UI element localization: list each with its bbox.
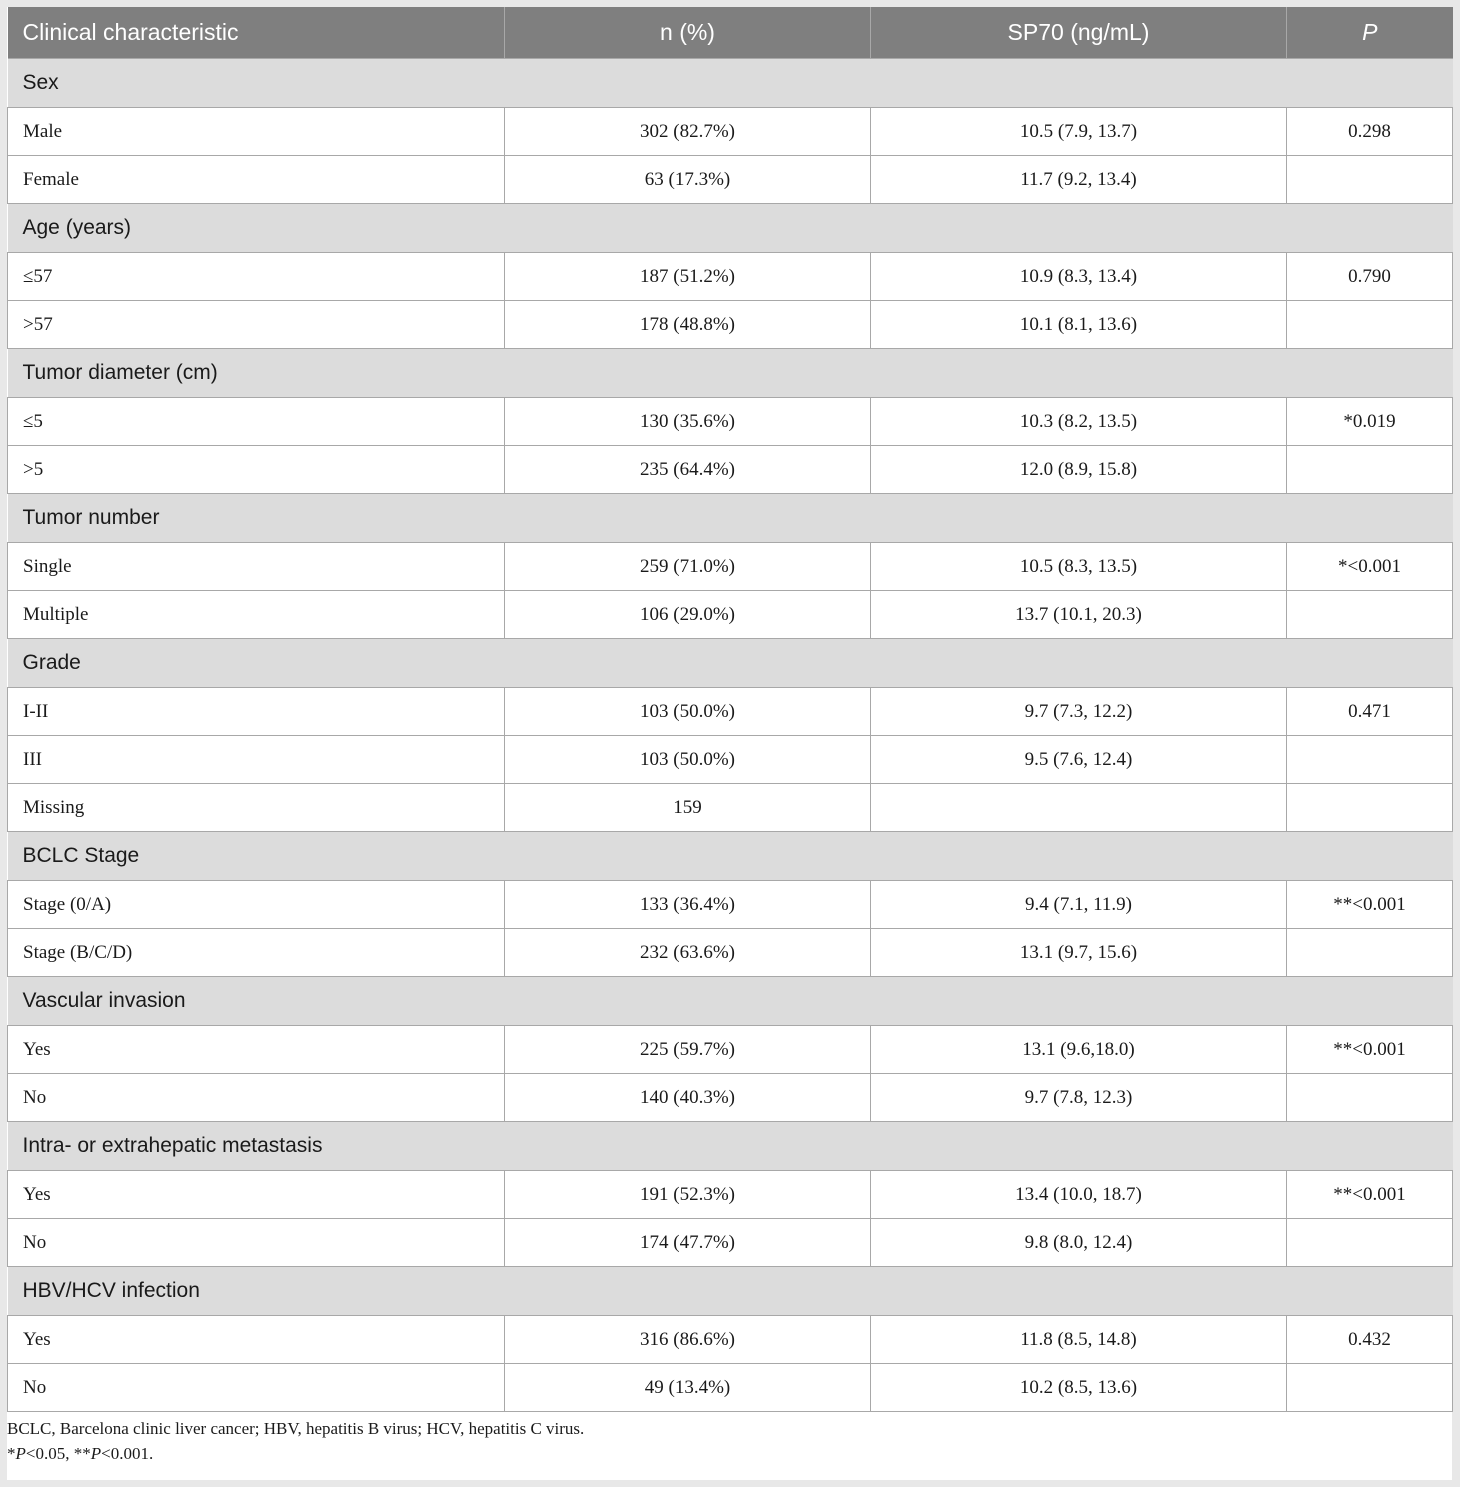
cell-p-value: 0.432 (1287, 1316, 1453, 1364)
table-row (8, 398, 1453, 446)
table-row (8, 253, 1453, 301)
table-row (8, 1364, 1453, 1412)
cell-sp70 (871, 784, 1287, 832)
row-label: Yes (8, 1026, 505, 1074)
table-footnote (7, 1412, 1452, 1466)
cell-sp70: 11.7 (9.2, 13.4) (871, 156, 1287, 204)
cell-sp70: 10.1 (8.1, 13.6) (871, 301, 1287, 349)
cell-sp70: 12.0 (8.9, 15.8) (871, 446, 1287, 494)
row-label: ≤5 (8, 398, 505, 446)
group-header-row (8, 977, 1453, 1026)
group-title: BCLC Stage (8, 832, 1453, 881)
group-title: Tumor number (8, 494, 1453, 543)
cell-n-percent: 235 (64.4%) (505, 446, 871, 494)
row-label: >57 (8, 301, 505, 349)
row-label: Yes (8, 1171, 505, 1219)
footnote-sig1-p: P (15, 1444, 26, 1463)
table-row (8, 156, 1453, 204)
cell-p-value (1287, 784, 1453, 832)
footnote-abbreviations: BCLC, Barcelona clinic liver cancer; HBV, hepatitis B virus; HCV, hepatitis C virus. (7, 1419, 585, 1438)
cell-p-value (1287, 736, 1453, 784)
group-header-row (8, 59, 1453, 108)
cell-n-percent: 159 (505, 784, 871, 832)
cell-p-value (1287, 1074, 1453, 1122)
row-label: No (8, 1219, 505, 1267)
table-row (8, 543, 1453, 591)
cell-sp70: 10.2 (8.5, 13.6) (871, 1364, 1287, 1412)
cell-sp70: 13.1 (9.7, 15.6) (871, 929, 1287, 977)
cell-p-value (1287, 446, 1453, 494)
cell-sp70: 9.5 (7.6, 12.4) (871, 736, 1287, 784)
group-header-row (8, 639, 1453, 688)
cell-n-percent: 178 (48.8%) (505, 301, 871, 349)
row-label: Single (8, 543, 505, 591)
group-header-row (8, 832, 1453, 881)
row-label: ≤57 (8, 253, 505, 301)
row-label: Stage (0/A) (8, 881, 505, 929)
cell-sp70: 10.9 (8.3, 13.4) (871, 253, 1287, 301)
table-row (8, 1026, 1453, 1074)
row-label: No (8, 1074, 505, 1122)
cell-n-percent: 225 (59.7%) (505, 1026, 871, 1074)
cell-p-value (1287, 591, 1453, 639)
cell-p-value: **<0.001 (1287, 881, 1453, 929)
cell-p-value: *0.019 (1287, 398, 1453, 446)
cell-p-value: 0.298 (1287, 108, 1453, 156)
cell-sp70: 13.1 (9.6,18.0) (871, 1026, 1287, 1074)
group-title: HBV/HCV infection (8, 1267, 1453, 1316)
group-header-row (8, 494, 1453, 543)
cell-n-percent: 174 (47.7%) (505, 1219, 871, 1267)
footnote-sig2-p: P (90, 1444, 102, 1463)
cell-n-percent: 302 (82.7%) (505, 108, 871, 156)
table-row (8, 108, 1453, 156)
cell-n-percent: 140 (40.3%) (505, 1074, 871, 1122)
table-body (8, 59, 1453, 1412)
row-label: Male (8, 108, 505, 156)
header-n-percent: n (%) (505, 7, 871, 59)
cell-sp70: 9.8 (8.0, 12.4) (871, 1219, 1287, 1267)
table-row (8, 1171, 1453, 1219)
cell-n-percent: 316 (86.6%) (505, 1316, 871, 1364)
cell-sp70: 10.5 (8.3, 13.5) (871, 543, 1287, 591)
row-label: Stage (B/C/D) (8, 929, 505, 977)
group-title: Grade (8, 639, 1453, 688)
table-row (8, 736, 1453, 784)
table-row (8, 1316, 1453, 1364)
row-label: Yes (8, 1316, 505, 1364)
group-header-row (8, 349, 1453, 398)
cell-sp70: 10.5 (7.9, 13.7) (871, 108, 1287, 156)
group-title: Vascular invasion (8, 977, 1453, 1026)
row-label: No (8, 1364, 505, 1412)
cell-n-percent: 187 (51.2%) (505, 253, 871, 301)
row-label: Multiple (8, 591, 505, 639)
table-row (8, 591, 1453, 639)
footnote-significance (7, 1441, 1452, 1466)
cell-n-percent: 63 (17.3%) (505, 156, 871, 204)
cell-n-percent: 232 (63.6%) (505, 929, 871, 977)
group-title: Sex (8, 59, 1453, 108)
cell-n-percent: 103 (50.0%) (505, 736, 871, 784)
table-row (8, 1219, 1453, 1267)
table-row (8, 446, 1453, 494)
cell-p-value: *<0.001 (1287, 543, 1453, 591)
clinical-characteristics-table (7, 7, 1453, 1412)
cell-n-percent: 191 (52.3%) (505, 1171, 871, 1219)
cell-p-value (1287, 301, 1453, 349)
cell-n-percent: 133 (36.4%) (505, 881, 871, 929)
cell-sp70: 9.7 (7.3, 12.2) (871, 688, 1287, 736)
cell-sp70: 10.3 (8.2, 13.5) (871, 398, 1287, 446)
cell-p-value: 0.471 (1287, 688, 1453, 736)
cell-sp70: 13.4 (10.0, 18.7) (871, 1171, 1287, 1219)
cell-p-value: **<0.001 (1287, 1171, 1453, 1219)
cell-p-value: 0.790 (1287, 253, 1453, 301)
table-row (8, 688, 1453, 736)
table-row (8, 784, 1453, 832)
footnote-sig1-rest: <0.05, ** (25, 1444, 91, 1463)
group-header-row (8, 1267, 1453, 1316)
group-header-row (8, 1122, 1453, 1171)
row-label: >5 (8, 446, 505, 494)
footnote-sig1-prefix: * (7, 1444, 16, 1463)
cell-n-percent: 103 (50.0%) (505, 688, 871, 736)
cell-p-value: **<0.001 (1287, 1026, 1453, 1074)
cell-p-value (1287, 156, 1453, 204)
cell-p-value (1287, 1364, 1453, 1412)
row-label: I-II (8, 688, 505, 736)
row-label: III (8, 736, 505, 784)
group-header-row (8, 204, 1453, 253)
cell-sp70: 11.8 (8.5, 14.8) (871, 1316, 1287, 1364)
group-title: Age (years) (8, 204, 1453, 253)
cell-sp70: 9.4 (7.1, 11.9) (871, 881, 1287, 929)
cell-sp70: 9.7 (7.8, 12.3) (871, 1074, 1287, 1122)
group-title: Tumor diameter (cm) (8, 349, 1453, 398)
cell-n-percent: 259 (71.0%) (505, 543, 871, 591)
table-row (8, 1074, 1453, 1122)
cell-sp70: 13.7 (10.1, 20.3) (871, 591, 1287, 639)
header-row (8, 7, 1453, 59)
header-p-value: P (1287, 7, 1453, 59)
table-container (7, 7, 1452, 1480)
row-label: Missing (8, 784, 505, 832)
group-title: Intra- or extrahepatic metastasis (8, 1122, 1453, 1171)
table-row (8, 301, 1453, 349)
header-sp70: SP70 (ng/mL) (871, 7, 1287, 59)
cell-n-percent: 49 (13.4%) (505, 1364, 871, 1412)
cell-p-value (1287, 929, 1453, 977)
header-clinical-characteristic: Clinical characteristic (8, 7, 505, 59)
footnote-sig2-rest: <0.001. (101, 1444, 154, 1463)
cell-n-percent: 106 (29.0%) (505, 591, 871, 639)
cell-p-value (1287, 1219, 1453, 1267)
cell-n-percent: 130 (35.6%) (505, 398, 871, 446)
table-row (8, 881, 1453, 929)
row-label: Female (8, 156, 505, 204)
table-row (8, 929, 1453, 977)
